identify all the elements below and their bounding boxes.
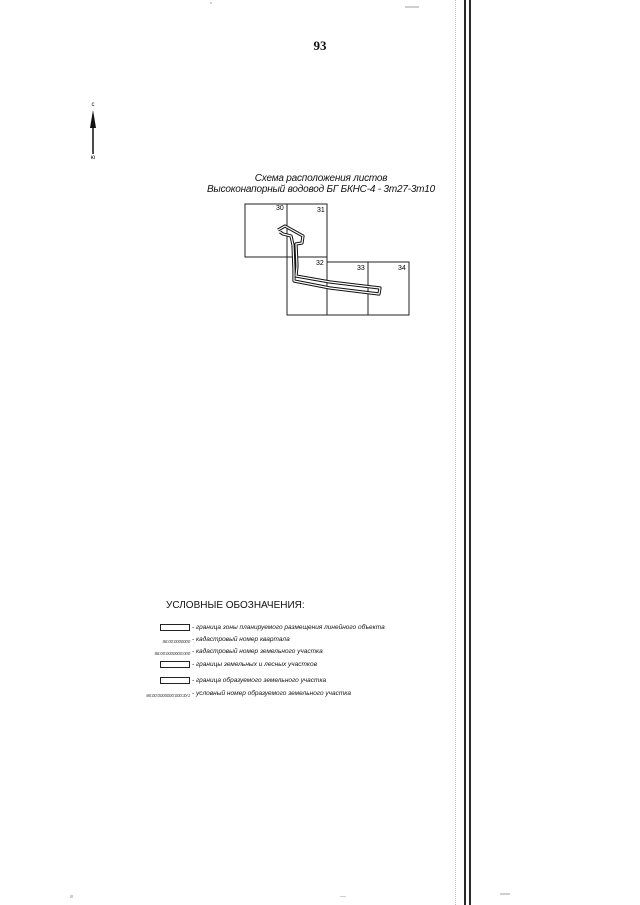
legend-title: УСЛОВНЫЕ ОБОЗНАЧЕНИЯ: — [166, 600, 305, 611]
compass-north-label: с — [91, 102, 95, 108]
legend-box-symbol — [160, 677, 190, 684]
legend-text-symbol: 86:00:0000000:000:ЗУ1 — [146, 693, 190, 698]
legend-item-text: - условный номер образуемого земельного участка — [192, 690, 351, 697]
legend-box-symbol — [160, 661, 190, 668]
legend-item — [80, 675, 420, 687]
legend-item-text: - граница зоны планируемого размещения линейного объекта — [192, 624, 385, 631]
legend-item-text: - границы земельных и лесных участков — [192, 661, 318, 668]
scan-speck — [210, 2, 212, 4]
legend-item-text: - кадастровый номер квартала — [192, 636, 290, 643]
scheme-title-line1: Схема расположения листов — [254, 173, 388, 184]
sheet-label-34: 34 — [398, 265, 406, 272]
scan-speck — [500, 893, 510, 895]
legend-text-symbol: 86:00:0000000:000 — [154, 651, 190, 656]
sheet-label-30: 30 — [276, 205, 284, 212]
legend-text-symbol: 86:00:0000000 — [162, 639, 190, 644]
legend-item — [80, 622, 420, 634]
scan-speck — [340, 896, 346, 897]
legend-box-symbol — [160, 624, 190, 631]
scheme-title-line2: Высоконапорный водовод БГ БКНС-4 - 3т27-3т10 — [206, 184, 436, 195]
page-number: 93 — [313, 38, 327, 53]
sheet-label-31: 31 — [317, 207, 325, 214]
legend-item — [80, 634, 420, 646]
legend-item — [80, 659, 420, 671]
sheet-label-33: 33 — [357, 265, 365, 272]
sheet-label-32: 32 — [316, 260, 324, 267]
scan-speck — [405, 6, 419, 8]
legend-item-text: - кадастровый номер земельного участка — [192, 648, 323, 655]
pipeline-route — [278, 226, 380, 294]
compass-south-label: ю — [90, 155, 96, 161]
legend-item-text: - граница образуемого земельного участка — [192, 677, 327, 684]
legend-item — [80, 688, 420, 700]
scan-speck — [70, 895, 73, 898]
legend-item — [80, 646, 420, 658]
